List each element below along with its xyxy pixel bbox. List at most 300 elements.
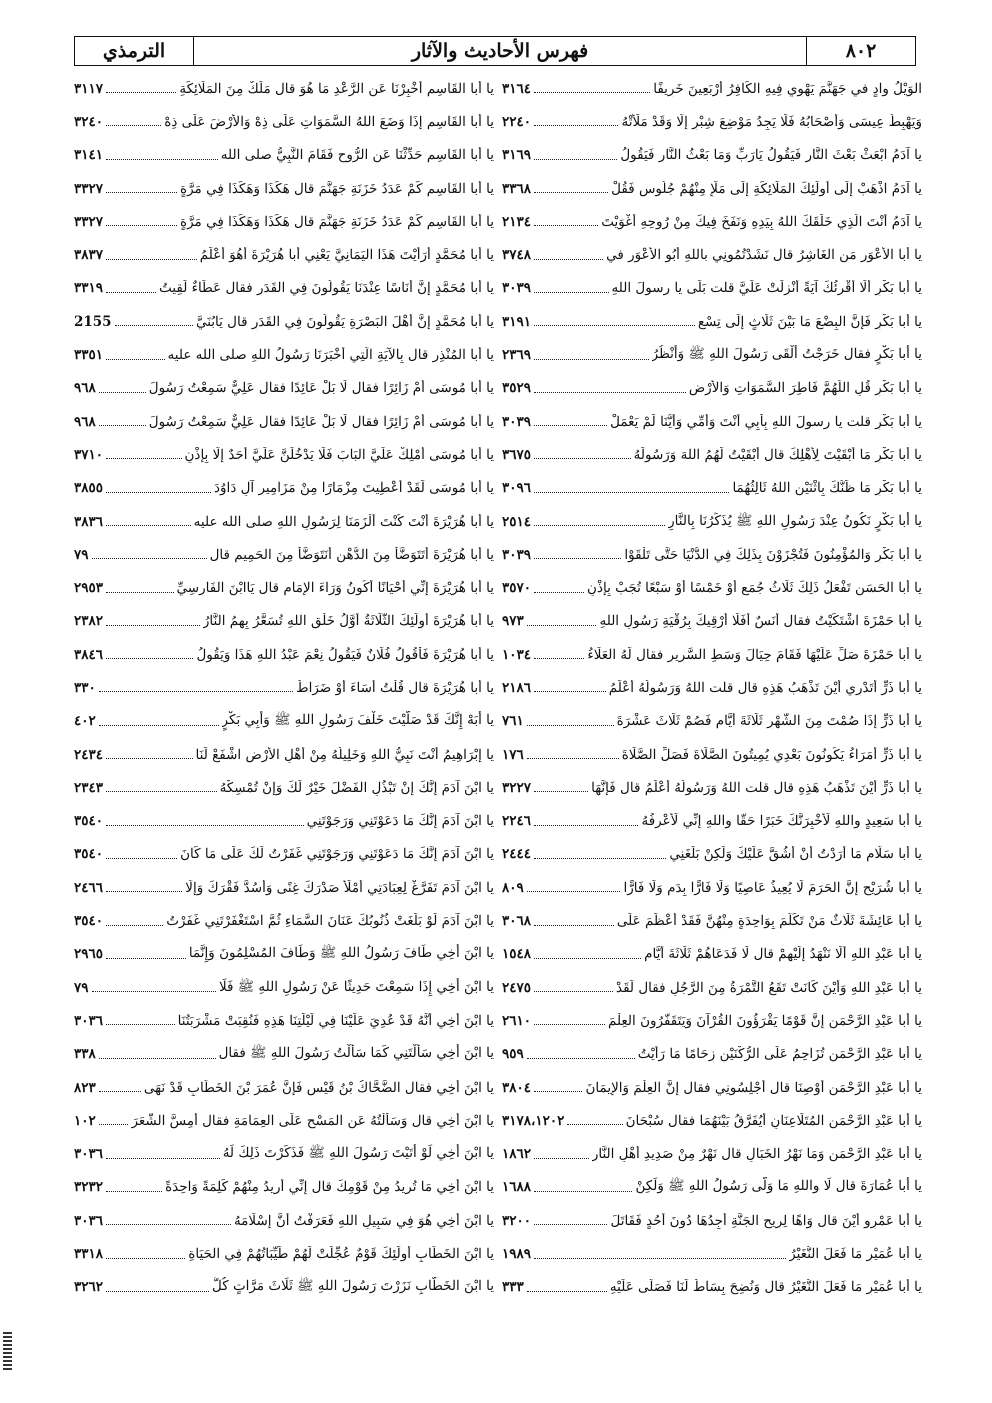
hadith-number: ٢٥١٤ xyxy=(502,513,532,530)
dot-leader xyxy=(106,592,174,593)
dot-leader xyxy=(99,392,146,393)
index-entry xyxy=(498,472,926,505)
dot-leader xyxy=(106,259,197,260)
dot-leader xyxy=(534,558,621,559)
hadith-number: ٤٠٢ xyxy=(74,713,96,730)
hadith-number: ٢٣٨٢ xyxy=(74,613,104,630)
hadith-number: ٣٠٣٦ xyxy=(74,1212,104,1229)
index-entry xyxy=(70,805,498,838)
hadith-number: ٣١٤١ xyxy=(74,147,104,164)
index-entry xyxy=(70,338,498,371)
dot-leader xyxy=(106,125,161,126)
hadith-text: يا أبا ذَرٍّ أَتَدْرِي أَيْنَ تَذْهَبُ هَذِهِ قال قلت اللهُ وَرَسُولُهُ أَعْلَمُ xyxy=(608,679,922,696)
index-entry xyxy=(498,671,926,704)
hadith-number: ٩٦٨ xyxy=(74,413,96,430)
hadith-text: يا أبا مُوسَى أَمْ زَائِرًا فقال لَا بَلْ عَائِدًا فقال عَلِيٌّ سَمِعْتُ رَسُولَ xyxy=(148,413,494,430)
dot-leader xyxy=(534,991,613,992)
hadith-text: يا أبا القَاسِمِ كَمْ عَدَدُ خَزَنَةِ جَهَنَّمَ قال هَكَذَا وَهَكَذَا فِي مَرَّةٍ xyxy=(180,180,494,197)
dot-leader xyxy=(534,1258,786,1259)
dot-leader xyxy=(92,558,207,559)
dot-leader xyxy=(106,891,182,892)
dot-leader xyxy=(92,991,216,992)
hadith-text: يا آدَمُ أَنْتَ الَّذِي خَلَقَكَ اللهُ بِيَدِهِ وَنَفَخَ فِيكَ مِنْ رُوحِهِ أَغْوَيْتَ xyxy=(601,213,922,230)
hadith-text: يا أبا بَكْرٍ فَإِنَّ البِضْعَ مَا بَيْنَ ثَلَاثٍ إِلَى تِسْعٍ xyxy=(697,313,922,330)
hadith-text: يا أبا القَاسِمِ أَخْبِرْنَا عَنِ الرَّعْدِ مَا هُوَ قال مَلَكٌ مِنَ المَلَائِكَةِ xyxy=(179,80,494,97)
hadith-text: يا ابْنَ أَخِي مَا تُرِيدُ مِنْ قَوْمِكَ قال إِنِّي أُرِيدُ مِنْهُمْ كَلِمَةً وَاحِدَةً xyxy=(165,1179,494,1196)
dot-leader xyxy=(99,1058,216,1059)
hadith-text: يا أبا بَكْرٍ وَالمُؤْمِنُونَ فَتُجْزَوْنَ بِذَلِكَ فِي الدُّنْيَا حَتَّى تَلْقَوْا xyxy=(624,546,922,563)
hadith-number: ٣٨٠٤ xyxy=(502,1079,532,1096)
dot-leader xyxy=(534,359,649,360)
dot-leader xyxy=(527,758,619,759)
dot-leader xyxy=(106,492,211,493)
hadith-text: يا أبا المُنْذِرِ قال بِالآيَةِ الَّتِي أَخْبَرَنَا رَسُولُ اللهِ صلى الله عليه xyxy=(167,347,494,364)
index-entry xyxy=(70,1171,498,1204)
index-entry xyxy=(70,1038,498,1071)
hadith-text: يا أبا بَكْرٍ نَكُونُ عِنْدَ رَسُولِ اللهِ ﷺ يُذَكِّرُنَا بِالنَّارِ xyxy=(668,512,922,529)
hadith-number: ٣٢٢٧ xyxy=(502,779,532,796)
dot-leader xyxy=(106,92,176,93)
hadith-text: يا أبا ذَرٍّ إِذَا صُمْتَ مِنَ الشَّهْرِ ثَلَاثَةَ أَيَّامٍ فَصُمْ ثَلَاثَ عَشْرَةَ xyxy=(616,713,922,730)
hadith-number: ٣٣٥١ xyxy=(74,347,104,364)
index-entry xyxy=(70,472,498,505)
dot-leader xyxy=(534,125,618,126)
dot-leader xyxy=(534,858,666,859)
hadith-number: ٣٨٣٧ xyxy=(74,247,104,264)
index-entry xyxy=(498,705,926,738)
hadith-number: ٣٣٦٨ xyxy=(502,180,532,197)
hadith-number: ٣٠٣٩ xyxy=(502,280,532,297)
left-column xyxy=(70,72,498,1304)
index-entry xyxy=(498,372,926,405)
index-entry xyxy=(70,671,498,704)
right-column xyxy=(498,72,926,1304)
hadith-number: ٣٨٤٦ xyxy=(74,646,104,663)
dot-leader xyxy=(106,458,182,459)
hadith-text: يا أبا عَائِشَةَ ثَلَاثٌ مَنْ تَكَلَّمَ بِوَاحِدَةٍ مِنْهُنَّ فَقَدْ أَعْظَمَ عَلَى xyxy=(616,913,922,930)
dot-leader xyxy=(534,159,617,160)
hadith-number: ٣٧٤٨ xyxy=(502,247,532,264)
hadith-number: ٢٦١٠ xyxy=(502,1012,532,1029)
dot-leader xyxy=(527,1058,635,1059)
hadith-number: ٢١٣٤ xyxy=(502,213,532,230)
hadith-text: يا أبا عَبْدِ الرَّحْمَنِ وَمَا نَهْرُ الخَبَالِ قال نَهْرٌ مِنْ صَدِيدِ أَهْلِ النَّارِ xyxy=(591,1146,922,1163)
hadith-number: ٢٤٤٤ xyxy=(502,846,532,863)
hadith-number: ٣١١٧ xyxy=(74,80,104,97)
hadith-text: يا ابْنَ أَخِي قال وَسَأَلْتُهُ عَنِ المَسْحِ عَلَى العِمَامَةِ فقال أَمِسَّ الشَّعَرَ xyxy=(131,1112,494,1129)
hadith-text: الوَيْلُ وادٍ في جَهَنَّمَ يَهْوِي فِيهِ الكَافِرُ أَرْبَعِينَ خَرِيفًا xyxy=(653,80,922,97)
index-entry xyxy=(70,272,498,305)
dot-leader xyxy=(527,625,597,626)
hadith-text: يا أبا مُحَمَّدٍ إِنَّ أُنَاسًا عِنْدَنَا يَقُولُونَ فِي القَدَرِ فقال عَطَاءٌ لَقِيتُ xyxy=(159,280,494,297)
hadith-number: ٣٣٠ xyxy=(74,679,96,696)
index-entry xyxy=(498,205,926,238)
hadith-text: يا ابْنَ أَخِي فقال الضَّحَّاكُ بْنُ قَيْسٍ فَإِنَّ عُمَرَ بْنَ الخَطَّابِ قَدْ نَهَى xyxy=(143,1079,494,1096)
dot-leader xyxy=(534,192,608,193)
hadith-text: وَيَهْبِطُ عِيسَى وَأَصْحَابُهُ فَلَا يَجِدُ مَوْضِعَ شِبْرٍ إِلَّا وَقَدْ مَلَأَتْهُ xyxy=(621,113,922,130)
dot-leader xyxy=(106,658,193,659)
hadith-text: يا ابْنَ أَخِي إِذَا سَمِعْتَ حَدِيثًا عَنْ رَسُولِ اللهِ ﷺ فَلَا xyxy=(218,978,494,995)
hadith-text: يا أبا ذَرٍّ أَيْنَ تَذْهَبُ هَذِهِ قال قلت اللهُ وَرَسُولُهُ أَعْلَمُ قال فَإِنَّهَا xyxy=(591,779,922,796)
index-entry xyxy=(70,738,498,771)
index-entry xyxy=(70,638,498,671)
dot-leader xyxy=(106,925,163,926)
index-entry xyxy=(70,771,498,804)
dot-leader xyxy=(534,525,665,526)
index-entry xyxy=(498,305,926,338)
dot-leader xyxy=(106,1224,231,1225)
hadith-text: يا ابْنَ آدَمَ إِنَّكَ مَا دَعَوْتَنِي وَرَجَوْتَنِي xyxy=(306,813,494,830)
hadith-text: يا أبا سَعِيدٍ واللهِ لَأُخْبِرَنَّكَ خَبَرًا حَقًّا واللهِ إِنِّي لَأَعْرِفُهُ xyxy=(641,813,922,830)
hadith-text: يا أبا مُوسَى أَمْ زَائِرًا فقال لَا بَلْ عَائِدًا فقال عَلِيٌّ سَمِعْتُ رَسُولَ xyxy=(148,380,494,397)
hadith-text: يا أبا عَبْدِ الرَّحْمَنِ أَوْصِنَا قال أَجْلِسُونِي فقال إِنَّ العِلْمَ وَالإِيمَانَ xyxy=(585,1079,922,1096)
dot-leader xyxy=(106,1291,209,1292)
dot-leader xyxy=(534,925,614,926)
dot-leader xyxy=(534,691,606,692)
index-entry xyxy=(498,1138,926,1171)
index-entry xyxy=(498,605,926,638)
dot-leader xyxy=(534,292,609,293)
index-entry xyxy=(70,1138,498,1171)
index-columns xyxy=(70,72,926,1304)
dot-leader xyxy=(99,691,293,692)
page-number: ٨٠٢ xyxy=(806,37,915,65)
index-entry xyxy=(498,971,926,1004)
hadith-number: ٣٣١٨ xyxy=(74,1246,104,1263)
index-entry xyxy=(498,505,926,538)
hadith-number: ٢٤٧٥ xyxy=(502,979,532,996)
dot-leader xyxy=(534,458,631,459)
hadith-number: ١٦٨٨ xyxy=(502,1179,532,1196)
hadith-text: يا أبا هُرَيْرَةَ قال قُلْتُ أَسَاءَ أَوْ ضَرَاطٌ xyxy=(296,679,494,696)
hadith-text: يا أبا هُرَيْرَةَ أُولَئِكَ الثَّلَاثَةُ أَوَّلُ خَلْقِ اللهِ تُسَعَّرُ بِهِمُ النَّارُ xyxy=(202,613,494,630)
hadith-text: يا أبا مُحَمَّدٍ إِنَّ أَهْلَ البَصْرَةِ يَقُولُونَ فِي القَدَرِ قال يَابُنَيَّ xyxy=(195,313,494,330)
dot-leader xyxy=(106,1258,185,1259)
hadith-number: ٣٨٣٦ xyxy=(74,513,104,530)
hadith-text: يا أبا حَمْزَةَ صَلِّ عَلَيْهَا فَقَامَ حِيَالَ وَسَطِ السَّرِيرِ فقال لَهُ العَلَاءُ xyxy=(587,646,922,663)
hadith-number: ٩٧٣ xyxy=(502,613,524,630)
hadith-text: يا آدَمُ ابْعَثْ بَعْثَ النَّارِ فَيَقُولُ يَارَبِّ وَمَا بَعْثُ النَّارِ فَيَقُولُ xyxy=(620,147,922,164)
hadith-text: يا أبا القَاسِمِ حَدِّثْنَا عَنِ الرُّوحِ فَقَامَ النَّبِيُّ صلى الله xyxy=(220,147,494,164)
hadith-number: ٨٢٣ xyxy=(74,1079,96,1096)
hadith-text: يا أبا حَمْزَةَ اشْتَكَيْتُ فقال أَنَسٌ أَفَلَا أَرْقِيكَ بِرُقْيَةِ رَسُولِ اللهِ xyxy=(599,613,922,630)
index-entry xyxy=(70,705,498,738)
hadith-number: ٣٥٢٩ xyxy=(502,380,532,397)
dot-leader xyxy=(534,225,598,226)
hadith-text: يا ابْنَ الخَطَّابِ نَزَرْتَ رَسُولَ اللهِ ﷺ ثَلَاثَ مَرَّاتٍ كُلُّ xyxy=(212,1278,494,1295)
index-entry xyxy=(70,571,498,604)
dot-leader xyxy=(106,159,218,160)
hadith-number: ٣٥٤٠ xyxy=(74,846,104,863)
index-entry xyxy=(498,272,926,305)
hadith-text: يا ابْنَ أَخِي أَنَّهُ قَدْ عُدِيَ عَلَيْنَا فِي لَيْلَتِنَا هَذِهِ فَنُقِبَتْ مَشْرَبَتُنَا xyxy=(177,1012,494,1029)
index-entry xyxy=(70,605,498,638)
hadith-number: ٢٢٤٠ xyxy=(502,113,532,130)
dot-leader xyxy=(115,325,193,326)
hadith-number: ٣١٦٩ xyxy=(502,147,532,164)
dot-leader xyxy=(534,1091,582,1092)
hadith-text: يا أبا الأَعْوَرِ مَن الغَاشِرُ قال نَشَدْتُمُونِي باللهِ أَبُو الأَعْوَرِ في xyxy=(606,247,922,264)
index-entry xyxy=(70,139,498,172)
index-entry xyxy=(498,871,926,904)
index-entry xyxy=(498,438,926,471)
index-entry xyxy=(498,838,926,871)
index-entry xyxy=(498,771,926,804)
dot-leader xyxy=(106,858,177,859)
hadith-text: يا ابْنَ آدَمَ إِنَّكَ إِنْ تَبْذُلِ الفَضْلَ خَيْرٌ لَكَ وَإِنْ تُمْسِكْهُ xyxy=(219,779,494,796)
dot-leader xyxy=(534,1191,632,1192)
index-entry xyxy=(70,305,498,338)
dot-leader xyxy=(106,825,304,826)
index-entry xyxy=(70,938,498,971)
hadith-number: ٣١٧٨،١٢٠٢ xyxy=(502,1112,565,1129)
index-entry xyxy=(70,1237,498,1270)
dot-leader xyxy=(527,1291,607,1292)
hadith-text: يا أبا بَكْرٍ مَا ظَنُّكَ بِاثْنَيْنِ اللهُ ثَالِثُهُمَا xyxy=(732,480,922,497)
hadith-number: ٣٠٣٦ xyxy=(74,1146,104,1163)
hadith-number: ٣٥٤٠ xyxy=(74,813,104,830)
hadith-number: ٣٨٥٥ xyxy=(74,480,104,497)
hadith-number: ٢٣٤٣ xyxy=(74,779,104,796)
dot-leader xyxy=(567,1124,622,1125)
hadith-number: ١٨٦٢ xyxy=(502,1146,532,1163)
dot-leader xyxy=(106,1158,220,1159)
hadith-text: يا ابْنَ آدَمَ لَوْ بَلَغَتْ ذُنُوبُكَ عَنَانَ السَّمَاءِ ثُمَّ اسْتَغْفَرْتَنِي غَفَرْتُ xyxy=(166,913,494,930)
hadith-text: يا أبا هُرَيْرَةَ أَنْتَ كُنْتَ أَلْزَمَنَا لِرَسُولِ اللهِ صلى الله عليه xyxy=(193,513,494,530)
index-entry xyxy=(498,1004,926,1037)
dot-leader xyxy=(106,625,200,626)
dot-leader xyxy=(99,1091,141,1092)
dot-leader xyxy=(534,791,588,792)
hadith-number: ١٧٦ xyxy=(502,746,524,763)
index-entry xyxy=(498,1204,926,1237)
index-entry xyxy=(498,904,926,937)
hadith-text: يا ابْنَ أَخِي لَوْ أَتَيْتَ رَسُولَ اللهِ ﷺ فَذَكَرْتَ ذَلِكَ لَهُ xyxy=(222,1145,494,1162)
index-entry xyxy=(70,372,498,405)
dot-leader xyxy=(106,292,156,293)
index-entry xyxy=(498,638,926,671)
hadith-number: ٢٩٦٥ xyxy=(74,946,104,963)
hadith-text: يا أبا عَبْدِ اللهِ أَلَا نَنْهَدُ إِلَيْهِمْ قال لَا فَدَعَاهُمْ ثَلَاثَةَ أَيَّامٍ xyxy=(644,946,922,963)
dot-leader xyxy=(534,392,686,393)
dot-leader xyxy=(534,825,638,826)
hadith-text: يا أبا القَاسِمِ كَمْ عَدَدُ خَزَنَةِ جَهَنَّمَ قال هَكَذَا وَهَكَذَا فِي مَرَّةٍ xyxy=(180,213,494,230)
hadith-text: يا ابْنَ أَخِي سَأَلْتَنِي كَمَا سَأَلْتُ رَسُولَ اللهِ ﷺ فقال xyxy=(218,1045,494,1062)
hadith-text: يا أبا بَكْرٍ فقال خَرَجْتُ أَلْقَى رَسُولَ اللهِ ﷺ وَأَنْظُرُ xyxy=(651,346,922,363)
hadith-number: ٢١٨٦ xyxy=(502,679,532,696)
hadith-number: ٩٥٩ xyxy=(502,1046,524,1063)
dot-leader xyxy=(534,425,607,426)
index-entry xyxy=(70,172,498,205)
book-name: الترمذي xyxy=(102,40,166,62)
hadith-number: ٣٢٣٢ xyxy=(74,1179,104,1196)
index-entry xyxy=(498,72,926,105)
hadith-text: يا أبا هُرَيْرَةَ فَأَقُولُ فُلَانٌ فَيَقُولُ نِعْمَ عَبْدُ اللهِ هَذَا وَيَقُولُ xyxy=(196,646,494,663)
hadith-number: ٢٤٣٤ xyxy=(74,746,104,763)
dot-leader xyxy=(106,791,217,792)
hadith-text: يا أبا الحَسَنِ تَفْعَلُ ذَلِكَ ثَلَاثُ جُمَعٍ أَوْ خَمْسًا أَوْ سَبْعًا تُجَبْ بِإِذْنِ xyxy=(587,580,922,597)
hadith-text: يا أبا عَبْدِ الرَّحْمَنِ إِنَّ قَوْمًا يَقْرَؤُونَ القُرْآنَ وَيَتَقَفَّرُونَ العِلْمَ xyxy=(607,1012,922,1029)
hadith-number: ٨٠٩ xyxy=(502,879,524,896)
hadith-number: ٢٢٤٦ xyxy=(502,813,532,830)
index-entry xyxy=(70,405,498,438)
hadith-text: يا أبا بَكْرٍ أَلَا أُقْرِئُكَ آيَةً أُنْزِلَتْ عَلَيَّ قلت بَلَى يا رسولَ اللهِ xyxy=(611,280,922,297)
index-entry xyxy=(70,838,498,871)
hadith-number: ٣٠٦٨ xyxy=(502,913,532,930)
dot-leader xyxy=(534,92,650,93)
hadith-number: ٣٣٢٧ xyxy=(74,180,104,197)
hadith-number: ٣١٩١ xyxy=(502,313,532,330)
hadith-text: يا أبا القَاسِمِ إِذَا وَضَعَ اللهُ السَّمَوَاتِ عَلَى ذِهْ وَالأَرْضَ عَلَى ذِهْ xyxy=(164,113,494,130)
dot-leader xyxy=(106,758,193,759)
dot-leader xyxy=(106,192,177,193)
hadith-text: يا أبا بَكْرٍ قُلِ اللَّهُمَّ فَاطِرَ السَّمَوَاتِ وَالأَرْضِ xyxy=(688,380,922,397)
index-entry xyxy=(70,505,498,538)
hadith-number: ٣٢٤٠ xyxy=(74,113,104,130)
hadith-text: يا أبا مُحَمَّدٍ أَرَأَيْتَ هَذَا اليَمَانِيَّ يَعْنِي أبا هُرَيْرَةَ أَهُوَ أَعْلَمُ xyxy=(199,247,494,264)
hadith-text: يا أبا بَكْرٍ قلت يا رسولَ اللهِ بِأَبِي أَنْتَ وَأُمِّي وَأَيُّنَا لَمْ يَعْمَلْ xyxy=(610,413,922,430)
hadith-text: يا أبا عُمَارَةَ قال لَا واللهِ مَا وَلَّى رَسُولُ اللهِ ﷺ وَلَكِنْ xyxy=(635,1178,922,1195)
index-entry xyxy=(498,938,926,971)
dot-leader xyxy=(99,725,219,726)
hadith-text: يا أَبَهْ إِنَّكَ قَدْ صَلَّيْتَ خَلْفَ رَسُولِ اللهِ ﷺ وَأَبِي بَكْرٍ xyxy=(221,712,494,729)
dot-leader xyxy=(106,359,165,360)
dot-leader xyxy=(99,1124,129,1125)
index-entry xyxy=(70,1004,498,1037)
index-entry xyxy=(498,1237,926,1270)
hadith-number: 2155 xyxy=(74,313,112,330)
dot-leader xyxy=(534,1024,605,1025)
index-entry xyxy=(498,738,926,771)
hadith-text: يا أبا عَبْدِ الرَّحْمَنِ المُتَلَاعِنَانِ أَيُفَرَّقُ بَيْنَهُمَا فقال سُبْحَانَ xyxy=(625,1112,922,1129)
hadith-number: ٧٦١ xyxy=(502,713,524,730)
hadith-text: يا أبا شُرَيْحٍ إِنَّ الحَرَمَ لَا يُعِيذُ عَاصِيًا وَلَا فَارًّا بِدَمٍ وَلَا فَارًّا xyxy=(623,879,922,896)
index-entry xyxy=(70,538,498,571)
hadith-number: ٣٧١٠ xyxy=(74,446,104,463)
dot-leader xyxy=(99,425,146,426)
index-entry xyxy=(70,205,498,238)
index-entry xyxy=(498,1038,926,1071)
index-entry xyxy=(70,1104,498,1137)
hadith-number: ١٩٨٩ xyxy=(502,1246,532,1263)
index-entry xyxy=(498,405,926,438)
index-entry xyxy=(70,871,498,904)
dot-leader xyxy=(534,958,641,959)
hadith-number: ٣٠٩٦ xyxy=(502,480,532,497)
hadith-number: ١٠٢ xyxy=(74,1112,96,1129)
hadith-number: ٣٦٧٥ xyxy=(502,446,532,463)
hadith-text: يا أبا عَبْدِ الرَّحْمَنِ تُزَاحِمُ عَلَى الرُّكْنَيْنِ زِحَامًا مَا رَأَيْتُ xyxy=(637,1046,922,1063)
index-entry xyxy=(498,1271,926,1304)
hadith-number: ٣٢٠٠ xyxy=(502,1212,532,1229)
dot-leader xyxy=(534,658,584,659)
hadith-text: يا ابْنَ آدَمَ تَفَرَّغْ لِعِبَادَتِي أَمْلَأْ صَدْرَكَ غِنًى وَأَسُدَّ فَقْرَكَ وَإِلَّا xyxy=(185,879,494,896)
hadith-text: يا ابْنَ الخَطَّابِ أُولَئِكَ قَوْمٌ عُجِّلَتْ لَهُمْ طَيِّبَاتُهُمْ فِي الحَيَاةِ xyxy=(188,1246,494,1263)
index-entry xyxy=(70,105,498,138)
hadith-text: يا آدَمُ اذْهَبْ إِلَى أُولَئِكَ المَلَائِكَةِ إِلَى مَلَإٍ مِنْهُمْ جُلُوسٍ فَقُلْ xyxy=(611,180,922,197)
index-entry xyxy=(498,172,926,205)
hadith-text: يا أبا مُوسَى لَقَدْ أُعْطِيتَ مِزْمَارًا مِنْ مَزَامِيرِ آلِ دَاوُدَ xyxy=(214,480,494,497)
index-entry xyxy=(498,338,926,371)
dot-leader xyxy=(534,259,603,260)
hadith-number: ٣٥٧٠ xyxy=(502,580,532,597)
hadith-number: ٧٩ xyxy=(74,979,89,996)
index-entry xyxy=(498,571,926,604)
hadith-text: يا أبا هُرَيْرَةَ أَتَتَوَضَّأُ مِنَ الدُّهْنِ أَنَتَوَضَّأُ مِنَ الحَمِيمِ قال xyxy=(209,546,494,563)
dot-leader xyxy=(106,225,177,226)
index-entry xyxy=(498,1071,926,1104)
index-entry xyxy=(498,1171,926,1204)
index-entry xyxy=(70,1271,498,1304)
dot-leader xyxy=(534,592,584,593)
hadith-number: ١٥٤٨ xyxy=(502,946,532,963)
hadith-number: ٣٣١٩ xyxy=(74,280,104,297)
hadith-text: يا أبا عُمَيْرٍ مَا فَعَلَ النُّغَيْرُ xyxy=(789,1246,922,1263)
index-entry xyxy=(70,1204,498,1237)
index-entry xyxy=(498,139,926,172)
page-header xyxy=(74,36,916,66)
dot-leader xyxy=(534,325,695,326)
dot-leader xyxy=(527,891,621,892)
dot-leader xyxy=(527,725,614,726)
hadith-number: ٣٣٨ xyxy=(74,1046,96,1063)
index-entry xyxy=(498,1104,926,1137)
hadith-text: يا أبا ذَرٍّ أُمَرَاءُ يَكُونُونَ بَعْدِي يُمِيتُونَ الصَّلَاةَ فَصَلِّ الصَّلَاةَ xyxy=(621,746,922,763)
hadith-number: ٣٣٣ xyxy=(502,1279,524,1296)
index-entry xyxy=(70,438,498,471)
hadith-number: ٣٠٣٦ xyxy=(74,1012,104,1029)
hadith-text: يا إِبْرَاهِيمُ أَنْتَ نَبِيُّ اللهِ وَخَلِيلُهُ مِنْ أَهْلِ الأَرْضِ اشْفَعْ لَنَا xyxy=(195,746,494,763)
hadith-text: يا أبا مُوسَى أَمْلِكْ عَلَيَّ البَابَ فَلَا يَدْخُلَنَّ عَلَيَّ أَحَدٌ إِلَّا بِإِذْنٍ xyxy=(184,446,494,463)
dot-leader xyxy=(534,1224,607,1225)
hadith-number: ١٠٣٤ xyxy=(502,646,532,663)
dot-leader xyxy=(534,492,729,493)
dot-leader xyxy=(534,1158,589,1159)
index-entry xyxy=(70,1071,498,1104)
index-entry xyxy=(498,238,926,271)
dot-leader xyxy=(106,1191,162,1192)
hadith-number: ٩٦٨ xyxy=(74,380,96,397)
hadith-text: يا ابْنَ أَخِي طَافَ رَسُولُ اللهِ ﷺ وَطَافَ المُسْلِمُونَ وَإِنَّمَا xyxy=(188,945,494,962)
hadith-number: ٢٤٦٦ xyxy=(74,879,104,896)
scan-barcode-mark xyxy=(3,1330,12,1370)
hadith-number: ٣٢٦٢ xyxy=(74,1279,104,1296)
hadith-text: يا أبا بَكْرٍ مَا أَبْقَيْتَ لِأَهْلِكَ قال أَبْقَيْتُ لَهُمُ اللهَ وَرَسُولَهُ xyxy=(633,446,922,463)
hadith-text: يا أبا عَبْدِ اللهِ وَأَيْنَ كَانَتْ تَقَعُ التَّمْرَةُ مِنَ الرَّجُلِ فقال لَقَدْ xyxy=(616,979,922,996)
index-entry xyxy=(498,538,926,571)
index-entry xyxy=(498,105,926,138)
hadith-number: ٣٣٢٧ xyxy=(74,213,104,230)
hadith-text: يا أبا عَمْرٍو أَيْنَ قال وَاهًا لِرِيحِ الجَنَّةِ أَجِدُهَا دُونَ أُحُدٍ فَقَاتَلَ xyxy=(610,1212,922,1229)
index-entry xyxy=(70,971,498,1004)
index-entry xyxy=(70,238,498,271)
hadith-number: ٣٥٤٠ xyxy=(74,913,104,930)
hadith-number: ٢٩٥٣ xyxy=(74,580,104,597)
hadith-text: يا أبا سَلَّامٍ مَا أَرَدْتُ أَنْ أَشُقَّ عَلَيْكَ وَلَكِنْ بَلَغَنِي xyxy=(669,846,922,863)
index-entry xyxy=(498,805,926,838)
hadith-text: يا أبا عُمَيْرٍ مَا فَعَلَ النُّغَيْرُ قال وَنُضِحَ بِسَاطٌ لَنَا فَصَلَّى عَلَيْهِ xyxy=(609,1279,922,1296)
hadith-text: يا ابْنَ آدَمَ إِنَّكَ مَا دَعَوْتَنِي وَرَجَوْتَنِي غَفَرْتُ لَكَ عَلَى مَا كَانَ xyxy=(180,846,494,863)
hadith-number: ٣٠٣٩ xyxy=(502,546,532,563)
dot-leader xyxy=(106,958,186,959)
hadith-number: ٢٣٦٩ xyxy=(502,347,532,364)
hadith-number: ٧٩ xyxy=(74,546,89,563)
hadith-number: ٣٠٣٩ xyxy=(502,413,532,430)
index-entry xyxy=(70,72,498,105)
dot-leader xyxy=(106,1024,175,1025)
page-title: فهرس الأحاديث والآثار xyxy=(193,37,806,65)
index-entry xyxy=(70,904,498,937)
